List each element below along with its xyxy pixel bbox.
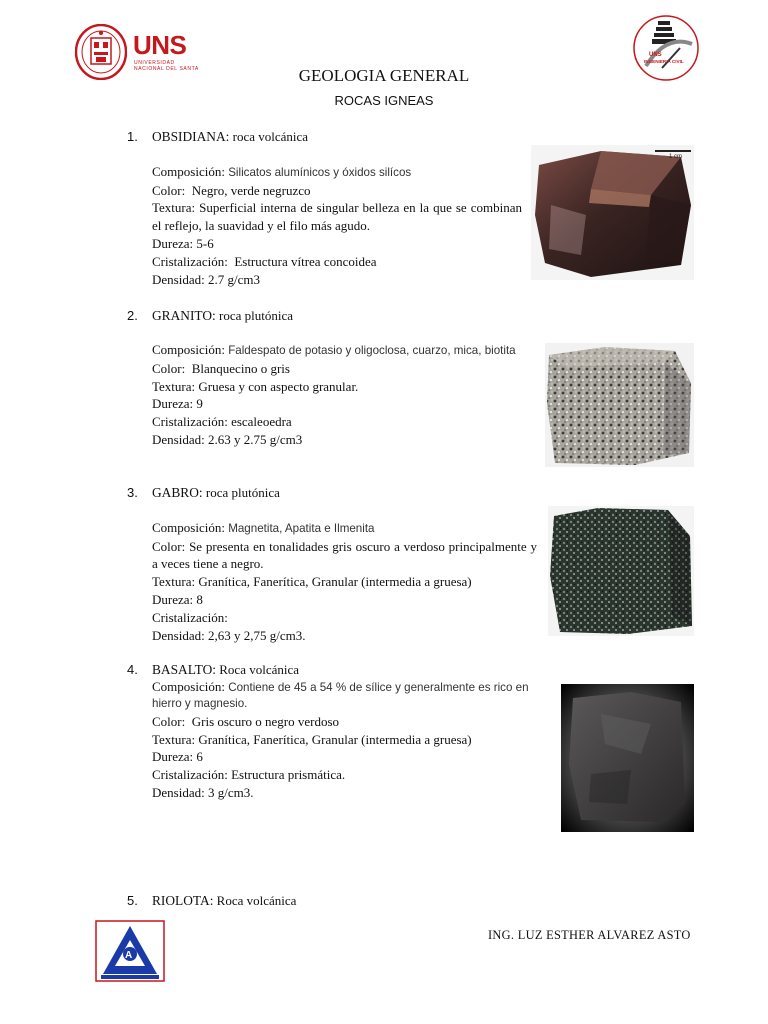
prop-label: Dureza:	[152, 396, 194, 412]
rock-heading	[127, 661, 552, 679]
prop-composicion	[152, 519, 537, 538]
prop-value: 2.63 y 2.75 g/cm3	[207, 431, 303, 447]
prop-label: Cristalización:	[152, 414, 228, 430]
prop-label: Textura:	[152, 731, 196, 747]
prop-label: Densidad:	[152, 784, 205, 800]
rock-number: 3.	[127, 485, 138, 500]
prop-value: Gris oscuro o negro verdoso	[191, 713, 340, 729]
rock-heading	[127, 307, 547, 325]
prop-value: Contiene de 45 a 54 % de sílice y generalmente es rico en hierro y magnesio.	[152, 680, 529, 710]
prop-label: Composición:	[152, 341, 225, 357]
prop-color	[152, 713, 552, 731]
rock-properties	[152, 679, 552, 802]
prop-densidad	[152, 431, 537, 449]
prop-textura	[152, 731, 552, 749]
prop-value: 9	[196, 396, 203, 412]
prop-label: Composición:	[152, 519, 225, 535]
rock-name: GABRO:	[152, 485, 203, 500]
gabro-photo	[548, 506, 694, 636]
rock-section-basalto	[127, 661, 552, 802]
prop-color	[152, 182, 522, 200]
prop-label: Color:	[152, 538, 186, 554]
prop-color	[152, 360, 537, 378]
prop-label: Composición:	[152, 163, 225, 179]
prop-value: Blanquecino o gris	[191, 360, 290, 376]
rock-number: 4.	[127, 662, 138, 677]
prop-label: Densidad:	[152, 271, 205, 287]
prop-label: Color:	[152, 360, 186, 376]
prop-dureza	[152, 395, 537, 413]
prop-densidad	[152, 627, 537, 645]
rock-type: roca plutónica	[205, 485, 280, 500]
prop-composicion	[152, 679, 552, 711]
prop-cristalizacion	[152, 766, 552, 784]
rock-properties	[152, 343, 537, 449]
prop-label: Color:	[152, 713, 186, 729]
prop-label: Cristalización:	[152, 767, 228, 783]
prop-label: Densidad:	[152, 431, 205, 447]
prop-value: Se presenta en tonalidades gris oscuro a verdoso principalmente y a veces tiene a negro.	[152, 538, 537, 572]
document-subtitle: ROCAS IGNEAS	[334, 93, 434, 108]
document-title: GEOLOGIA GENERAL	[298, 66, 470, 85]
prop-composicion	[152, 163, 522, 182]
footer-logo-icon	[95, 920, 165, 982]
basalto-photo	[561, 684, 694, 832]
prop-label: Composición:	[152, 678, 225, 694]
prop-label: Dureza:	[152, 591, 194, 607]
prop-dureza	[152, 748, 552, 766]
prop-label: Dureza:	[152, 749, 194, 765]
prop-value: Granítica, Fanerítica, Granular (intermedia a gruesa)	[198, 731, 472, 747]
rock-name: GRANITO:	[152, 308, 216, 323]
prop-value: 6	[196, 749, 203, 765]
prop-label: Dureza:	[152, 235, 194, 251]
rock-section-obsidiana	[127, 128, 547, 288]
prop-label: Cristalización:	[152, 253, 228, 269]
rock-type: Roca volcánica	[219, 662, 300, 677]
rock-type: Roca volcánica	[216, 893, 297, 908]
prop-label: Textura:	[152, 200, 196, 216]
rock-type: roca volcánica	[232, 129, 309, 144]
obsidiana-photo	[531, 145, 694, 280]
rock-number: 1.	[127, 129, 138, 144]
rock-section-riolota	[127, 892, 547, 910]
prop-value: 8	[196, 591, 203, 607]
footer-author: ING. LUZ ESTHER ALVAREZ ASTO	[488, 928, 691, 942]
civil-logo-text-uns: UNS	[649, 52, 662, 58]
civil-logo-text: INGENIERIA CIVIL	[644, 59, 684, 64]
prop-value: Gruesa y con aspecto granular.	[198, 378, 359, 394]
rock-properties	[152, 519, 537, 645]
prop-cristalizacion	[152, 413, 537, 431]
prop-value: Superficial interna de singular belleza en la que se combinan el reflejo, la suavidad y el filo más agudo.	[152, 200, 522, 234]
prop-label: Densidad:	[152, 627, 205, 643]
prop-value: Negro, verde negruzco	[191, 182, 311, 198]
prop-densidad	[152, 784, 552, 802]
prop-cristalizacion	[152, 253, 522, 271]
prop-value: 2,63 y 2,75 g/cm3.	[207, 627, 306, 643]
rock-name: RIOLOTA:	[152, 893, 214, 908]
prop-value: 3 g/cm3.	[207, 784, 254, 800]
prop-cristalizacion	[152, 609, 537, 627]
rock-heading	[127, 892, 547, 910]
prop-densidad	[152, 271, 522, 289]
prop-dureza	[152, 591, 537, 609]
prop-value: 2.7 g/cm3	[207, 271, 260, 287]
prop-value: Faldespato de potasio y oligoclosa, cuarzo, mica, biotita	[228, 343, 516, 357]
svg-text:A: A	[125, 950, 133, 961]
prop-composicion	[152, 343, 537, 358]
granito-photo	[545, 343, 694, 467]
prop-textura	[152, 378, 537, 396]
rock-properties	[152, 163, 522, 289]
prop-label: Color:	[152, 182, 186, 198]
prop-label: Cristalización:	[152, 609, 228, 625]
rock-name: OBSIDIANA:	[152, 129, 230, 144]
prop-value: Silicatos alumínicos y óxidos silícos	[228, 165, 412, 179]
prop-value: escaleoedra	[231, 414, 292, 430]
rock-type: roca plutónica	[218, 308, 293, 323]
prop-value: Estructura vítrea concoidea	[234, 253, 377, 269]
prop-value: 5-6	[196, 235, 214, 251]
uns-wordmark: UNS	[133, 30, 187, 60]
prop-textura	[152, 573, 537, 591]
prop-value: Magnetita, Apatita e Ilmenita	[228, 521, 375, 535]
rock-number: 5.	[127, 893, 138, 908]
rock-heading	[127, 484, 547, 502]
uns-subtitle: UNIVERSIDAD NACIONAL DEL SANTA	[134, 60, 199, 72]
prop-dureza	[152, 235, 522, 253]
rock-number: 2.	[127, 308, 138, 323]
prop-value: Estructura prismática.	[231, 767, 346, 783]
rock-section-granito	[127, 307, 547, 449]
prop-value: Granítica, Fanerítica, Granular (intermedia a gruesa)	[198, 574, 472, 590]
prop-textura	[152, 199, 522, 235]
scale-label: 1 cm	[669, 154, 683, 160]
rock-heading	[127, 128, 547, 146]
prop-color	[152, 538, 537, 574]
rock-section-gabro	[127, 484, 547, 644]
rock-name: BASALTO:	[152, 662, 216, 677]
prop-label: Textura:	[152, 378, 196, 394]
prop-label: Textura:	[152, 574, 196, 590]
